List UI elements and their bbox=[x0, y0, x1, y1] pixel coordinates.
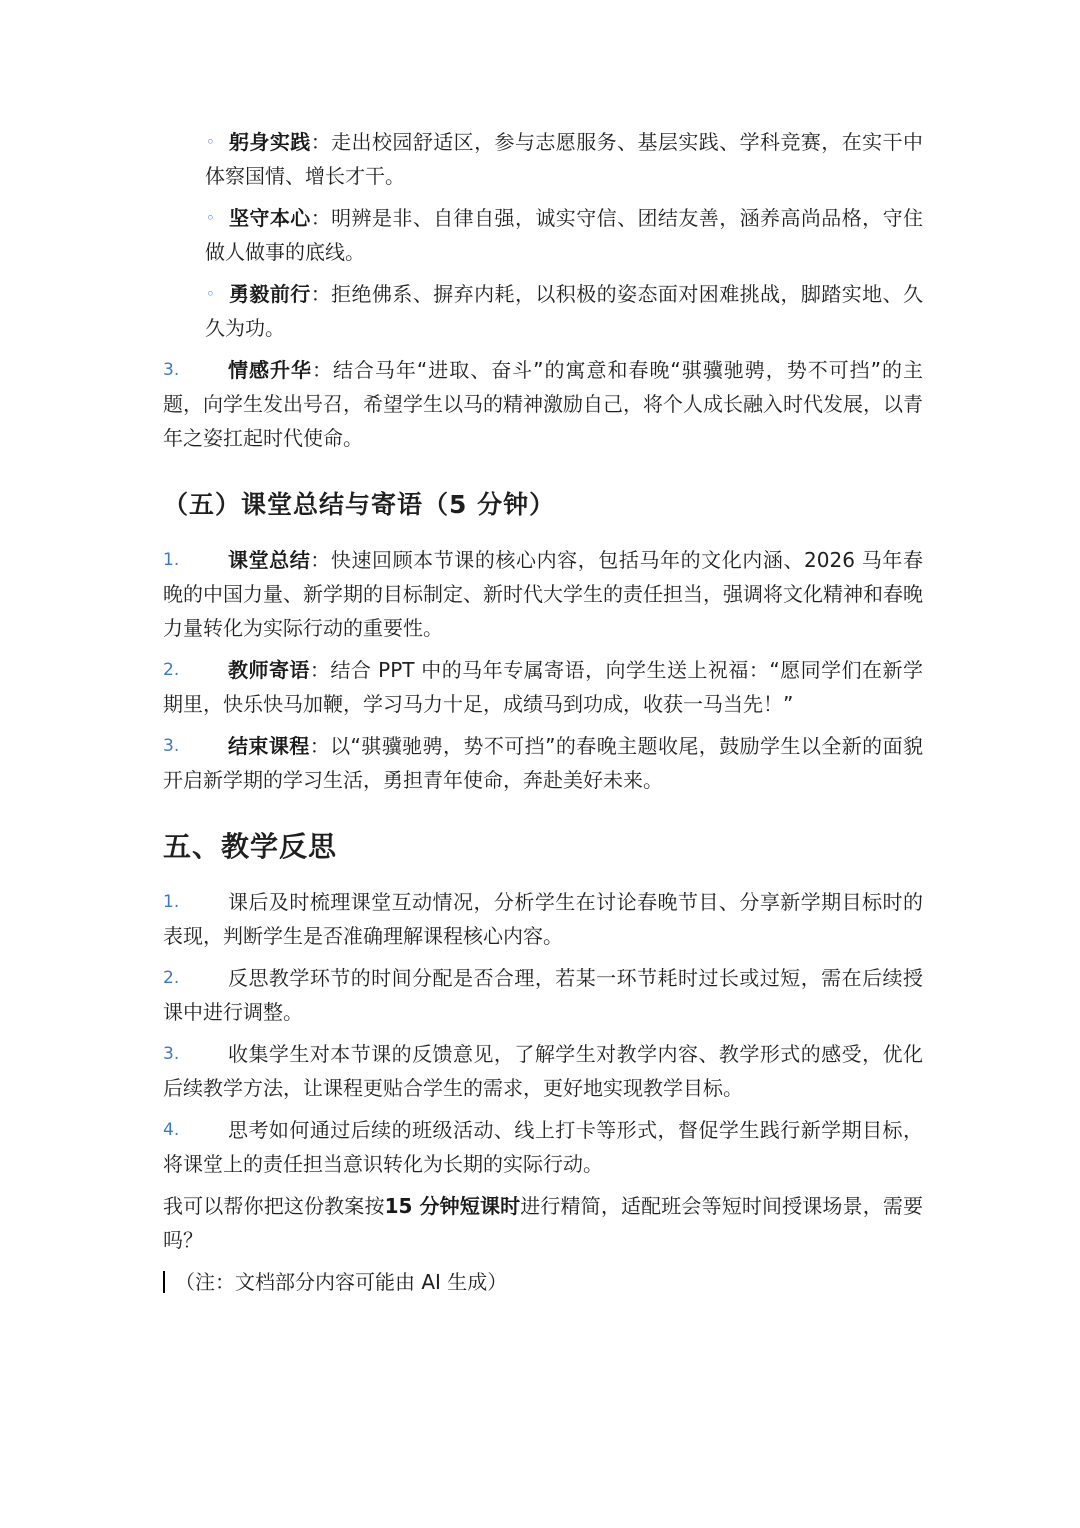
bullet-title: 坚守本心 bbox=[229, 206, 311, 230]
item-text: ：以“骐骥驰骋，势不可挡”的春晚主题收尾，鼓励学生以全新的面貌开启新学期的学习生活，勇担青年使命，奔赴美好未来。 bbox=[163, 734, 923, 792]
list-number: 3. bbox=[163, 360, 180, 380]
bullet-text: ：走出校园舒适区，参与志愿服务、基层实践、学科竞赛，在实干中体察国情、增长才干。 bbox=[205, 130, 924, 188]
offer-post: 进行精简，适配班会等短时间授课场景，需要吗？ bbox=[163, 1194, 924, 1252]
ai-note-text: （注：文档部分内容可能由 AI 生成） bbox=[175, 1270, 508, 1294]
item-title: 情感升华 bbox=[228, 358, 312, 382]
list-item bbox=[163, 353, 923, 455]
circle-bullet-icon: ◦ bbox=[206, 133, 215, 151]
list-item bbox=[163, 885, 923, 953]
document-page bbox=[163, 125, 923, 1299]
item-text: ：结合马年“进取、奋斗”的寓意和春晚“骐骥驰骋，势不可挡”的主题，向学生发出号召，希望学生以马的精神激励自己，将个人成长融入时代发展，以青年之姿扛起时代使命。 bbox=[163, 358, 923, 450]
list-item bbox=[163, 277, 923, 345]
list-item bbox=[163, 543, 923, 645]
circle-bullet-icon: ◦ bbox=[206, 285, 215, 303]
list-number: 1. bbox=[163, 892, 180, 912]
circle-bullet-icon: ◦ bbox=[206, 209, 215, 227]
chapter-heading: 五、教学反思 bbox=[163, 830, 338, 863]
offer-paragraph bbox=[163, 1189, 923, 1257]
item-title: 结束课程 bbox=[228, 734, 310, 758]
list-item bbox=[163, 653, 923, 721]
list-item bbox=[163, 961, 923, 1029]
item-text: 思考如何通过后续的班级活动、线上打卡等形式，督促学生践行新学期目标，将课堂上的责任担当意识转化为长期的实际行动。 bbox=[163, 1118, 923, 1176]
list-item bbox=[163, 1113, 923, 1181]
item-text: ：结合 PPT 中的马年专属寄语，向学生送上祝福：“愿同学们在新学期里，快乐快马加鞭，学习马力十足，成绩马到功成，收获一马当先！” bbox=[163, 658, 923, 716]
list-number: 3. bbox=[163, 736, 180, 756]
item-text: 课后及时梳理课堂互动情况，分析学生在讨论春晚节目、分享新学期目标时的表现，判断学生是否准确理解课程核心内容。 bbox=[163, 890, 923, 948]
bullet-title: 勇毅前行 bbox=[229, 282, 311, 306]
section-heading: （五）课堂总结与寄语（5 分钟） bbox=[163, 490, 556, 519]
offer-bold: 15 分钟短课时 bbox=[384, 1194, 521, 1218]
text-cursor-icon bbox=[163, 1271, 165, 1293]
item-title: 课堂总结 bbox=[228, 548, 311, 572]
list-number: 4. bbox=[163, 1120, 180, 1140]
bullet-text: ：拒绝佛系、摒弃内耗，以积极的姿态面对困难挑战，脚踏实地、久久为功。 bbox=[205, 282, 924, 340]
list-number: 2. bbox=[163, 968, 180, 988]
list-number: 3. bbox=[163, 1044, 180, 1064]
list-item bbox=[163, 125, 923, 193]
list-item bbox=[163, 729, 923, 797]
item-text: 收集学生对本节课的反馈意见，了解学生对教学内容、教学形式的感受，优化后续教学方法，让课程更贴合学生的需求，更好地实现教学目标。 bbox=[163, 1042, 923, 1100]
list-number: 1. bbox=[163, 550, 180, 570]
offer-pre: 我可以帮你把这份教案按 bbox=[163, 1194, 385, 1218]
bullet-text: ：明辨是非、自律自强，诚实守信、团结友善，涵养高尚品格，守住做人做事的底线。 bbox=[205, 206, 924, 264]
bullet-title: 躬身实践 bbox=[229, 130, 311, 154]
ai-note bbox=[163, 1265, 923, 1299]
list-item bbox=[163, 1037, 923, 1105]
item-title: 教师寄语 bbox=[228, 658, 310, 682]
item-text: 反思教学环节的时间分配是否合理，若某一环节耗时过长或过短，需在后续授课中进行调整。 bbox=[163, 966, 923, 1024]
list-item bbox=[163, 201, 923, 269]
item-text: ：快速回顾本节课的核心内容，包括马年的文化内涵、2026 马年春晚的中国力量、新学期的目标制定、新时代大学生的责任担当，强调将文化精神和春晚力量转化为实际行动的重要性。 bbox=[163, 548, 923, 640]
list-number: 2. bbox=[163, 660, 180, 680]
